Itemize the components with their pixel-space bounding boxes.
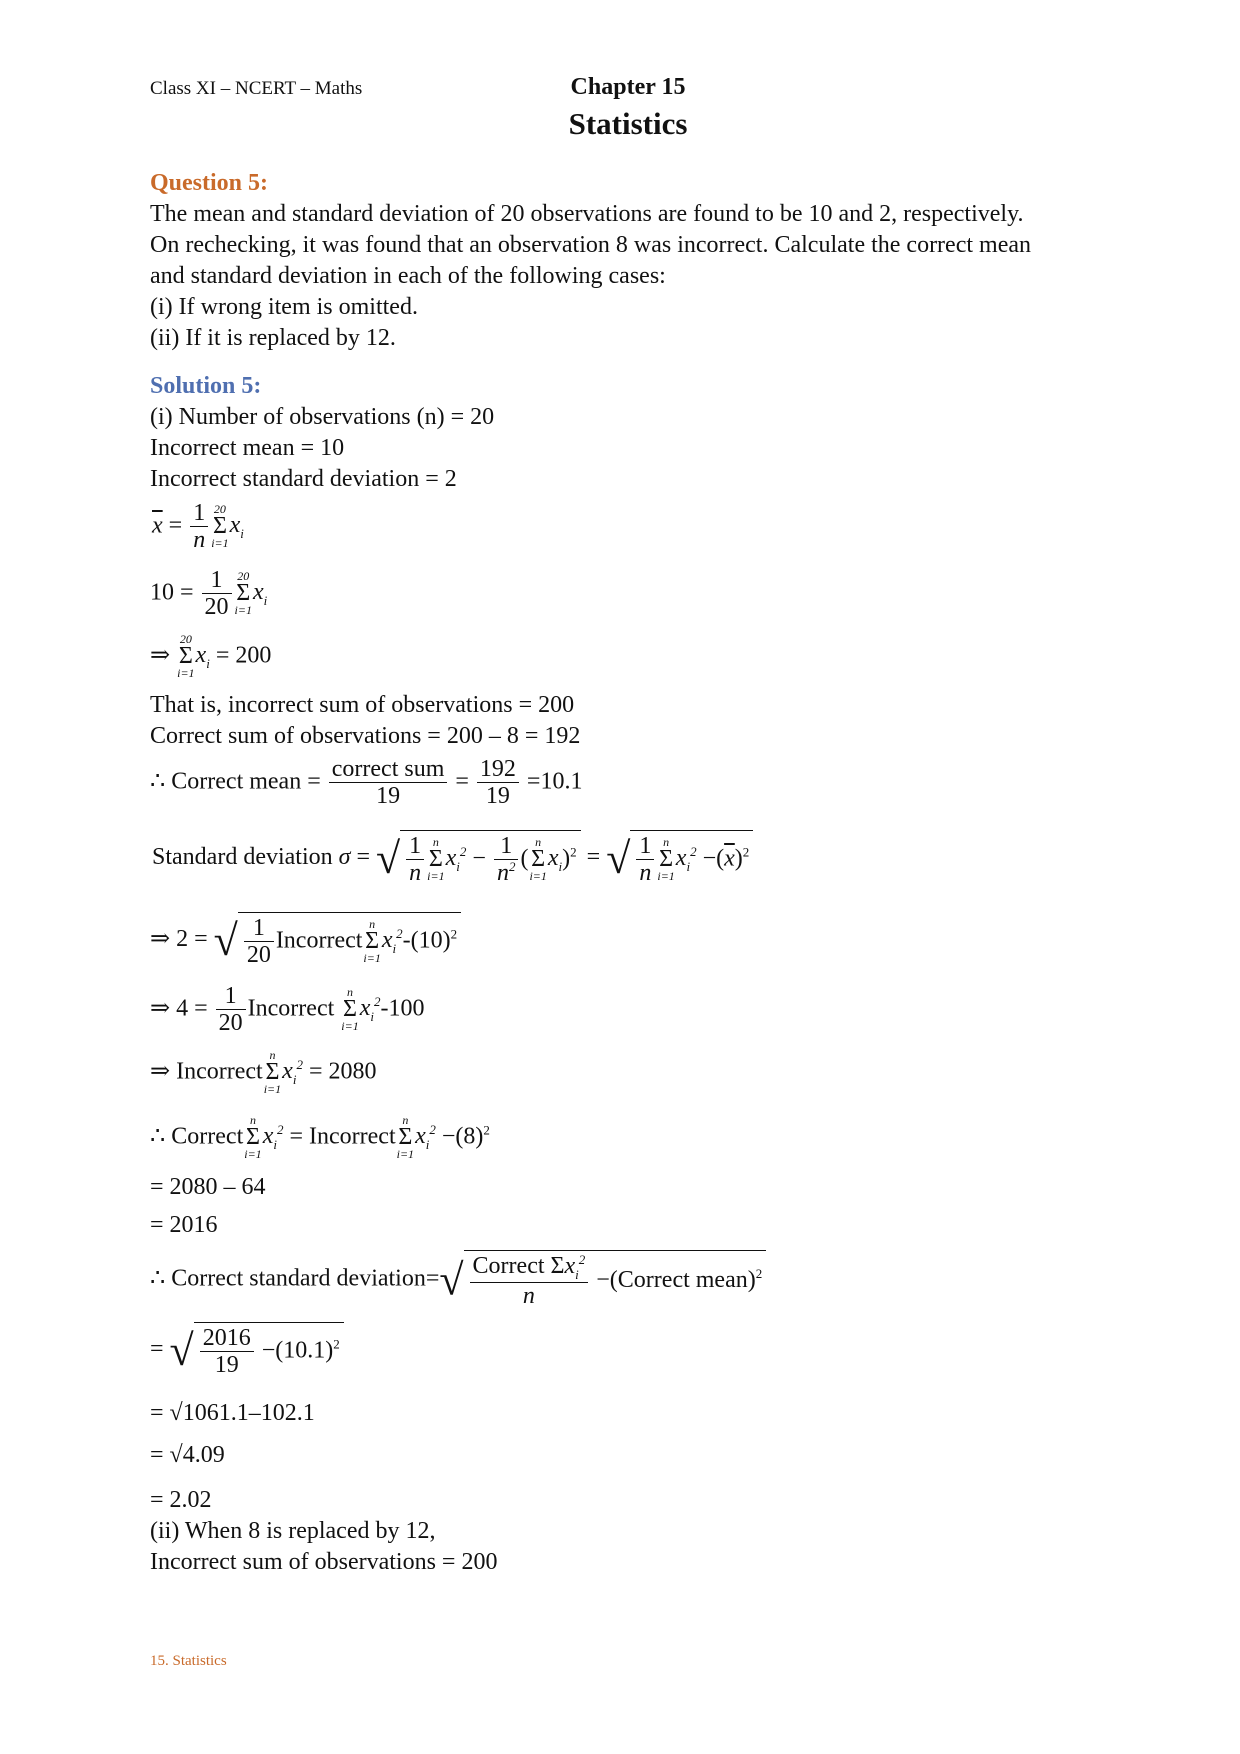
correct-mean-formula: ∴ Correct mean = $\frac{\text{correct sum}}{19}$ = $\frac{192}{19}$ =10.1 xyxy=(150,756,583,810)
solution-line: Correct sum of observations = 200 – 8 = 192 xyxy=(150,723,581,749)
sd-formula: Standard deviation σ = √ $\frac{1}{n}$ n Σ i=1 $x_i^2$ − $\frac{1}{n^2}$ ( n Σ i=1 $x_i)^2$ = √ $\frac{1}{n}$ n Σ i=1 $x_i^2 -(\overline{x})^2$ xyxy=(152,830,753,887)
subject-title: Statistics xyxy=(568,106,688,141)
sd-squared: ⇒ 4 = $\frac{1}{20}$ Incorrect n Σ i=1 $x_i^2-100$ xyxy=(150,983,425,1037)
correct-sd-formula: ∴ Correct standard deviation=√ $\frac{Correct \Sigma x_i^2}{n}$ −(Correct mean)$^2$ xyxy=(150,1250,766,1309)
correct-mean-label: ∴ Correct mean = xyxy=(150,768,321,795)
solution-heading: Solution 5: xyxy=(150,373,262,399)
mean-formula: $\overline{x}$ = $\frac{1}{n}$ 20 Σ i=1 $x_i$ xyxy=(152,500,244,554)
sum-result: ⇒ 20 Σ i=1 $x_i = 200$ xyxy=(150,632,272,681)
question-line: (i) If wrong item is omitted. xyxy=(150,294,418,320)
part2-line: (ii) When 8 is replaced by 12, xyxy=(150,1518,436,1544)
mean-substitution: 10 = $\frac{1}{20}$ 20 Σ i=1 $x_i$ xyxy=(150,567,268,621)
sd-label: Standard deviation xyxy=(152,843,333,870)
result-line: = √4.09 xyxy=(150,1442,225,1468)
question-line: (ii) If it is replaced by 12. xyxy=(150,325,396,351)
question-line: The mean and standard deviation of 20 observations are found to be 10 and 2, respectively. xyxy=(150,201,1024,227)
chapter-title: Chapter 15 xyxy=(570,74,686,100)
part2-line: Incorrect sum of observations = 200 xyxy=(150,1549,498,1575)
result-line: = √1061.1–102.1 xyxy=(150,1400,315,1426)
solution-line: Incorrect standard deviation = 2 xyxy=(150,466,457,492)
result-line: = 2080 – 64 xyxy=(150,1174,266,1200)
solution-line: Incorrect mean = 10 xyxy=(150,435,345,461)
incorrect-sum-squares: ⇒ Incorrect n Σ i=1 $x_i^2 = 2080$ xyxy=(150,1048,377,1097)
correct-sd-substitution: = √ $\frac{2016}{19}$ $-(10.1)^2$ xyxy=(150,1322,344,1379)
result-line: = 2016 xyxy=(150,1212,218,1238)
sd-substitution: ⇒ 2 = √ $\frac{1}{20}$ Incorrect n Σ i=1 $x_i^2-(10)^2$ xyxy=(150,912,461,969)
solution-line: (i) Number of observations (n) = 20 xyxy=(150,404,495,430)
correct-sum-squares: ∴ Correct n Σ i=1 $x_i^2$ = Incorrect n Σ i=1 $x_i^2 -(8)^2$ xyxy=(150,1113,490,1162)
result-line: = 2.02 xyxy=(150,1487,212,1513)
class-header: Class XI – NCERT – Maths xyxy=(150,78,363,99)
question-line: and standard deviation in each of the following cases: xyxy=(150,263,666,289)
page-footer: 15. Statistics xyxy=(150,1653,227,1669)
solution-line: That is, incorrect sum of observations = 200 xyxy=(150,692,575,718)
correct-sd-label: ∴ Correct standard deviation= xyxy=(150,1265,440,1292)
correct-sum-text: correct sum xyxy=(329,756,448,783)
question-heading: Question 5: xyxy=(150,170,269,196)
question-line: On rechecking, it was found that an observation 8 was incorrect. Calculate the correct mean xyxy=(150,232,1031,258)
